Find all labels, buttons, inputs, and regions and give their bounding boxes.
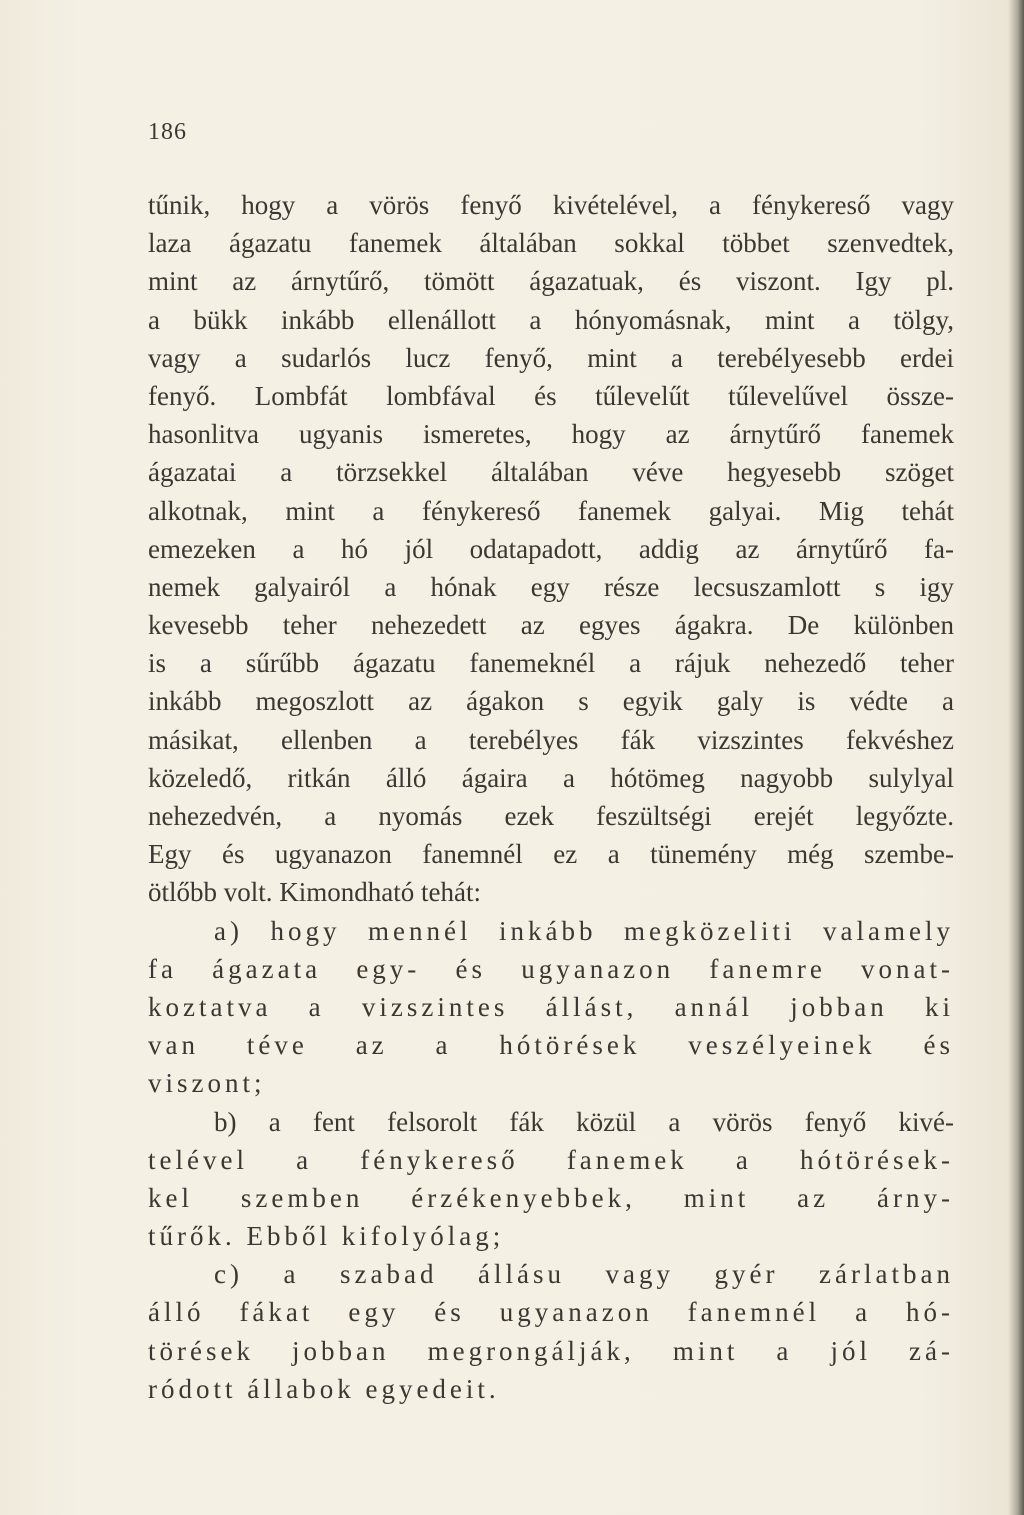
- text-line: álló fákat egy és ugyanazon fanemnél a hó-: [148, 1297, 954, 1328]
- text-line: tűnik, hogy a vörös fenyő kivételével, a fénykereső vagy: [148, 190, 954, 220]
- text-line: koztatva a vizszintes állást, annál jobban ki: [148, 991, 954, 1022]
- text-line: tűrők. Ebből kifolyólag;: [148, 1221, 505, 1252]
- text-line: Egy és ugyanazon fanemnél ez a tünemény még szembe-: [148, 839, 954, 870]
- page-number: 186: [148, 119, 187, 145]
- text-line: alkotnak, mint a fénykereső fanemek galyai. Mig tehát: [148, 495, 954, 526]
- text-line: a) hogy mennél inkább megközeliti valamely: [214, 915, 954, 946]
- text-line: a bükk inkább ellenállott a hónyomásnak, mint a tölgy,: [148, 304, 954, 335]
- text-line: c) a szabad állásu vagy gyér zárlatban: [214, 1259, 954, 1290]
- body-text: [148, 186, 954, 1408]
- text-line: fa ágazata egy- és ugyanazon fanemre vonat-: [148, 953, 954, 984]
- text-line: kel szemben érzékenyebbek, mint az árny-: [148, 1182, 954, 1213]
- text-line: is a sűrűbb ágazatu fanemeknél a rájuk nehezedő teher: [148, 648, 954, 679]
- text-line: inkább megoszlott az ágakon s egyik galy is védte a: [148, 686, 954, 717]
- text-line: másikat, ellenben a terebélyes fák vizszintes fekvéshez: [148, 724, 954, 755]
- text-line: telével a fénykereső fanemek a hótörések-: [148, 1144, 954, 1175]
- text-line: hasonlitva ugyanis ismeretes, hogy az árnytűrő fanemek: [148, 419, 954, 450]
- text-line: b) a fent felsorolt fák közül a vörös fenyő kivé-: [214, 1106, 954, 1137]
- text-line: van téve az a hótörések veszélyeinek és: [148, 1030, 954, 1061]
- text-line: laza ágazatu fanemek általában sokkal többet szenvedtek,: [148, 228, 954, 259]
- text-line: mint az árnytűrő, tömött ágazatuak, és viszont. Igy pl.: [148, 266, 954, 297]
- text-line: fenyő. Lombfát lombfával és tűlevelűt tűlevelűvel össze-: [148, 380, 954, 411]
- text-line: nehezedvén, a nyomás ezek feszültségi erejét legyőzte.: [148, 801, 954, 831]
- page-edge-shadow: [1008, 0, 1024, 1515]
- text-line: emezeken a hó jól odatapadott, addig az árnytűrő fa-: [148, 533, 954, 564]
- text-line: viszont;: [148, 1068, 266, 1099]
- text-line: ötlőbb volt. Kimondható tehát:: [148, 877, 481, 908]
- text-line: nemek galyairól a hónak egy része lecsuszamlott s igy: [148, 571, 954, 602]
- text-line: törések jobban megrongálják, mint a jól zá-: [148, 1335, 954, 1366]
- text-line: kevesebb teher nehezedett az egyes ágakra. De különben: [148, 610, 954, 641]
- text-line: ágazatai a törzsekkel általában véve hegyesebb szöget: [148, 457, 954, 488]
- text-line: közeledő, ritkán álló ágaira a hótömeg nagyobb sulylyal: [148, 762, 954, 793]
- text-line: ródott állabok egyedeit.: [148, 1373, 500, 1404]
- text-line: vagy a sudarlós lucz fenyő, mint a terebélyesebb erdei: [148, 342, 954, 373]
